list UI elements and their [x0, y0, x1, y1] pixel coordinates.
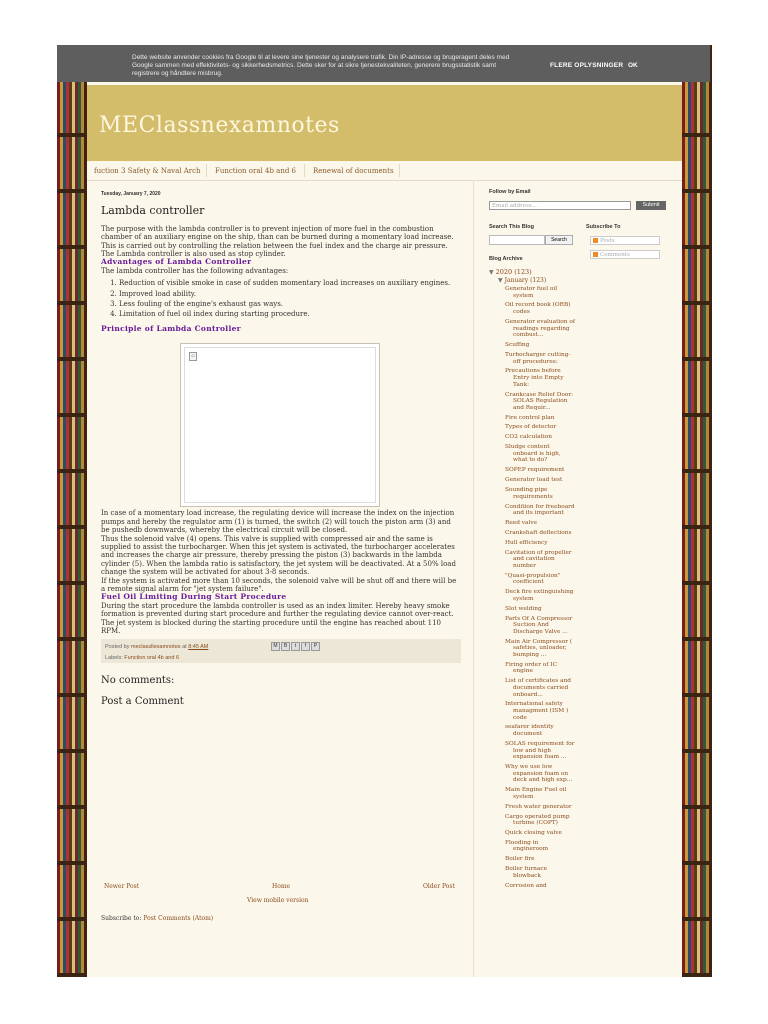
- archive-heading: Blog Archive: [489, 256, 523, 262]
- archive-post-link[interactable]: Cavitation of propeller and cavitation number: [505, 549, 572, 569]
- at-label: at: [182, 644, 187, 650]
- archive-post-link[interactable]: International safety managment (ISM ) code: [505, 701, 569, 721]
- newer-post-link[interactable]: Newer Post: [104, 883, 140, 890]
- rss-icon: [593, 238, 598, 243]
- cookie-banner: [57, 45, 710, 82]
- blog-share-icon[interactable]: B: [281, 642, 290, 651]
- archive-post-link[interactable]: Crankshaft deflections: [505, 529, 572, 536]
- posted-by-label: Posted by: [105, 644, 130, 650]
- rss-icon: [593, 252, 598, 257]
- archive-post-link[interactable]: Boiler fire: [505, 856, 535, 863]
- cookie-text: Dette website anvender cookies fra Google til at levere sine tjenester og analysere trafik. Din IP-adresse og brugeragent deles med Google sammen med effektivitets- og sikkerhedsmetrics. Dette sker for at sikre tjenestekvaliteten, generere brugsstatistik samt registrere og håndtere misbrug.: [132, 54, 510, 77]
- tab-divider: [304, 164, 305, 177]
- archive-post-link[interactable]: Flooding in engineroom: [505, 839, 549, 853]
- list-item: 4. Limitation of fuel oil index during starting procedure.: [119, 310, 461, 318]
- atom-feed-link[interactable]: Post Comments (Atom): [143, 915, 214, 922]
- subscribe-posts-dropdown[interactable]: [590, 236, 660, 245]
- archive-post-link[interactable]: Hull efficiency: [505, 539, 548, 546]
- tab-divider: [206, 164, 207, 177]
- tab-safety-naval[interactable]: fuction 3 Safety & Naval Arch: [94, 167, 201, 175]
- triangle-down-icon[interactable]: ▼: [489, 269, 494, 276]
- archive-post-link[interactable]: CO2 calculation: [505, 434, 552, 441]
- follow-email-heading: Follow by Email: [489, 189, 531, 195]
- post-date: Tuesday, January 7, 2020: [101, 191, 161, 197]
- archive-post-link[interactable]: Main Air Compressor ( safeties, unloader, bumping ...: [505, 638, 573, 658]
- archive-post-link[interactable]: Boiler furnace blowback: [505, 866, 548, 879]
- blog-container: [87, 45, 682, 977]
- subscribe-comments: [101, 915, 213, 922]
- blog-header: [87, 85, 682, 161]
- archive-post-link[interactable]: Parts Of A Compressor Suction And Discharge Valve ...: [505, 615, 573, 635]
- subscribe-label: Subscribe to:: [101, 915, 142, 922]
- archive-post-list: [505, 286, 575, 893]
- principle-paragraph-3: If the system is activated more than 10 seconds, the solenoid valve will be shut off and there will be a remote signal alarm for "jet system failure".: [101, 576, 457, 593]
- archive-post-link[interactable]: Scuffing: [505, 342, 530, 349]
- archive-post-link[interactable]: Quick closing valve: [505, 829, 562, 836]
- principle-heading: Principle of Lambda Controller: [101, 323, 241, 333]
- archive-post-link[interactable]: Slot welding: [505, 605, 542, 612]
- post-comment-heading: Post a Comment: [101, 696, 184, 707]
- subscribe-comments-dropdown[interactable]: [590, 250, 660, 259]
- older-post-link[interactable]: Older Post: [423, 883, 455, 890]
- tab-function-oral[interactable]: Function oral 4b and 6: [215, 167, 296, 175]
- archive-post-link[interactable]: Fresh water generator: [505, 803, 572, 810]
- fuel-limiting-heading: Fuel Oil Limiting During Start Procedure: [101, 592, 287, 602]
- archive-post-link[interactable]: SOLAS requirement for low and high expansion foam ...: [505, 740, 575, 761]
- subscribe-heading: Subscribe To: [586, 224, 621, 230]
- archive-post-link[interactable]: Firing order of IC engine: [505, 661, 558, 675]
- triangle-down-icon[interactable]: ▼: [498, 277, 503, 284]
- search-heading: Search This Blog: [489, 224, 534, 230]
- search-input[interactable]: [489, 235, 545, 245]
- list-item: 3. Less fouling of the engine's exhaust gas ways.: [119, 300, 461, 308]
- principle-paragraph-2: Thus the solenoid valve (4) opens. This valve is supplied with compressed air and the same is supplied to assist the turbocharger. When this jet system is activated, the turbocharger accelerates and increases the charge air pressure, thereby pressing the piston (3) backwards in the lambda cylinder (5). When the lambda ratio is satisfactory, the jet system will be deactivated. At a 50% load change the system will be activated for about 3-8 seconds.: [101, 534, 456, 577]
- page-tabs: [87, 162, 682, 181]
- archive-month[interactable]: [498, 277, 546, 284]
- archive-post-link[interactable]: Deck fire extinguishing system: [505, 589, 574, 602]
- archive-post-link[interactable]: SOPEP requirement: [505, 467, 565, 474]
- twitter-share-icon[interactable]: t: [291, 642, 300, 651]
- email-field[interactable]: Email address...: [489, 201, 631, 210]
- archive-post-link[interactable]: Sounding pipe requirements: [505, 487, 553, 500]
- advantages-heading: Advantages of Lambda Controller: [101, 257, 252, 267]
- archive-post-link[interactable]: seafarer identity document: [505, 724, 554, 738]
- labels-label: Labels:: [105, 655, 123, 661]
- blog-title[interactable]: MEClassnexamnotes: [99, 113, 340, 138]
- post-byline: [105, 644, 208, 650]
- archive-month-label[interactable]: January (123): [504, 277, 547, 284]
- post-intro: The purpose with the lambda controller is to prevent injection of more fuel in the combustion chamber of an auxiliary engine on the ship, than can be burned during a momentary load increase. This is carried out by controlling the relation between the fuel index and the charge air pressure. The Lambda controller is also used as stop cylinder.: [101, 224, 454, 259]
- archive-post-link[interactable]: Generator load test: [505, 477, 563, 484]
- archive-post-link[interactable]: List of certificates and documents carried onboard...: [505, 678, 572, 698]
- archive-post-link[interactable]: Reed valve: [505, 520, 538, 527]
- archive-post-link[interactable]: Why we use low expansion foam on deck and high exp...: [505, 764, 573, 784]
- mobile-version-link[interactable]: View mobile version: [247, 897, 309, 904]
- archive-post-link[interactable]: Generator fuel oil system: [505, 286, 558, 299]
- pinterest-share-icon[interactable]: P: [311, 642, 320, 651]
- tab-divider: [399, 164, 400, 177]
- broken-image-icon: ▫: [189, 352, 197, 361]
- email-share-icon[interactable]: M: [271, 642, 280, 651]
- tab-renewal-documents[interactable]: Renewal of documents: [313, 167, 394, 175]
- archive-post-link[interactable]: Condition for freeboard and its important: [505, 503, 575, 517]
- archive-post-link[interactable]: "Quasi-propulsion" coefficient: [505, 572, 561, 586]
- more-info-button[interactable]: FLERE OPLYSNINGER: [550, 62, 624, 69]
- advantages-intro: The lambda controller has the following advantages:: [101, 266, 289, 275]
- search-button[interactable]: Search: [545, 235, 573, 245]
- home-link[interactable]: Home: [272, 883, 291, 890]
- principle-paragraph-1: In case of a momentary load increase, the regulating device will increase the index on the injection pumps and hereby the regulator arm (1) is turned, the switch (2) will touch the piston arm (3) and be pushedb downwards, whereby the electrical circuit will be closed.: [101, 509, 455, 535]
- ok-button[interactable]: OK: [628, 62, 638, 69]
- post-time-link[interactable]: 8:45 AM: [188, 644, 209, 650]
- facebook-share-icon[interactable]: f: [301, 642, 310, 651]
- list-item: 1. Reduction of visible smoke in case of sudden momentary load increases on auxiliary engines.: [119, 279, 461, 287]
- archive-post-link[interactable]: Cargo operated pump turbine (COPT): [505, 813, 570, 827]
- subscribe-posts-label: Posts: [600, 238, 615, 244]
- submit-button[interactable]: Submit: [636, 201, 666, 210]
- fuel-limiting-paragraph: During the start procedure the lambda controller is used as an index limiter. Hereby heavy smoke formation is prevented during start procedure and further the regulating device cannot over-react. The jet system is blocked during the starting procedure until the engine has reached about 110 RPM.: [101, 601, 454, 635]
- sidebar: [473, 180, 683, 977]
- bookshelf-background-right: [682, 45, 712, 977]
- post-footer: [101, 639, 461, 663]
- archive-post-link[interactable]: Turbocharger cutting-off procedures:: [505, 351, 571, 365]
- archive-year-label[interactable]: 2020 (123): [495, 268, 532, 276]
- comments-heading: No comments:: [101, 675, 175, 686]
- archive-post-link[interactable]: Corrosion and: [505, 882, 547, 889]
- archive-post-link[interactable]: Precautions before Entry into Empty Tank:: [505, 368, 564, 388]
- subscribe-comments-label: Comments: [600, 252, 630, 258]
- label-link[interactable]: Function oral 4b and 6: [124, 655, 180, 661]
- list-item: 2. Improved load ability.: [119, 290, 461, 298]
- diagram-image[interactable]: [180, 343, 380, 507]
- archive-year[interactable]: [489, 268, 532, 276]
- archive-post-link[interactable]: Crankcase Relief Door: SOLAS Regulation and Requir...: [505, 391, 574, 411]
- post-title: Lambda controller: [101, 204, 205, 218]
- archive-post-link[interactable]: Oil record book (ORB) codes: [505, 302, 571, 316]
- archive-post-link[interactable]: Sludge content onboard is high, what to do?: [505, 444, 561, 464]
- archive-post-link[interactable]: Types of detector: [505, 424, 557, 431]
- archive-post-link[interactable]: Main Engine Fuel oil system: [505, 787, 567, 800]
- image-border: [184, 347, 376, 503]
- bookshelf-background-left: [57, 45, 87, 977]
- archive-post-link[interactable]: Fire control plan: [505, 414, 555, 421]
- share-buttons: [271, 642, 321, 651]
- advantages-list: [101, 279, 461, 319]
- author-link[interactable]: meclassllexamnotes: [131, 644, 181, 650]
- archive-post-link[interactable]: Generator evaluation of readings regarding combust...: [505, 318, 575, 339]
- post-labels: [105, 655, 179, 661]
